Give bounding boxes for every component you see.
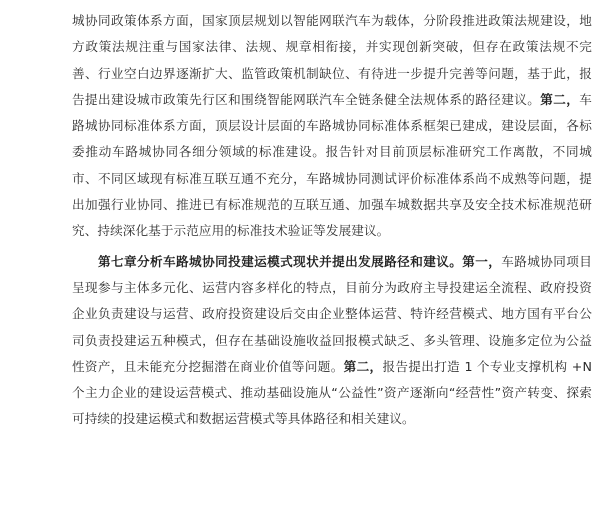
text-segment: 报告提出打造 1 个专业支撑机构 +N 个主力企业的建设运营模式、推动基础设施从“公益性”资产逐渐向“经营性”资产转变、探索可持续的投建运模式和数据运营模式等具体路径和相关建议。 [72, 358, 592, 427]
text-segment: 城协同政策体系方面，国家顶层规划以智能网联汽车为载体，分阶段推进政策法规建设，地方政策法规注重与国家法律、法规、规章相衔接，并实现创新突破，但存在政策法规不完善、行业空白边界逐渐扩大、监管政策机制缺位、有待进一步提升完善等问题，基于此，报告提出建设城市政策先行区和围绕智能网联汽车全链条健全法规体系的路径建议。 [72, 13, 592, 107]
document-page [72, 8, 592, 433]
text-segment: 车路城协同标准体系方面，顶层设计层面的车路城协同标准体系框架已建成，建设层面，各标委推动车路城协同各细分领域的标准建设。报告针对目前顶层标准研究工作离散，不同城市、不同区域现有标准互联互通不充分，车路城协同测试评价标准体系尚不成熟等问题，提出加强行业协同、推进已有标准规范的互联互通、加强车城数据共享及安全技术标准规范研究、持续深化基于示范应用的标准技术验证等发展建议。 [72, 91, 592, 239]
paragraph-chapter-seven [72, 249, 592, 433]
bold-segment: 第二， [540, 91, 580, 107]
bold-segment: 第七章分析车路城协同投建运模式现状并提出发展路径和建议。第一， [98, 253, 502, 269]
text-segment: 车路城协同项目呈现参与主体多元化、运营内容多样化的特点，目前分为政府主导投建运全流程、政府投资企业负责建设与运营、政府投资建设后交由企业整体运营、特许经营模式、地方国有平台公司负责投建运五种模式，但存在基础设施收益回报模式缺乏、多头管理、设施多定位为公益性资产，且未能充分挖掘潜在商业价值等问题。 [72, 253, 592, 374]
bold-segment: 第二， [343, 358, 383, 374]
paragraph-policy-standards [72, 8, 592, 245]
